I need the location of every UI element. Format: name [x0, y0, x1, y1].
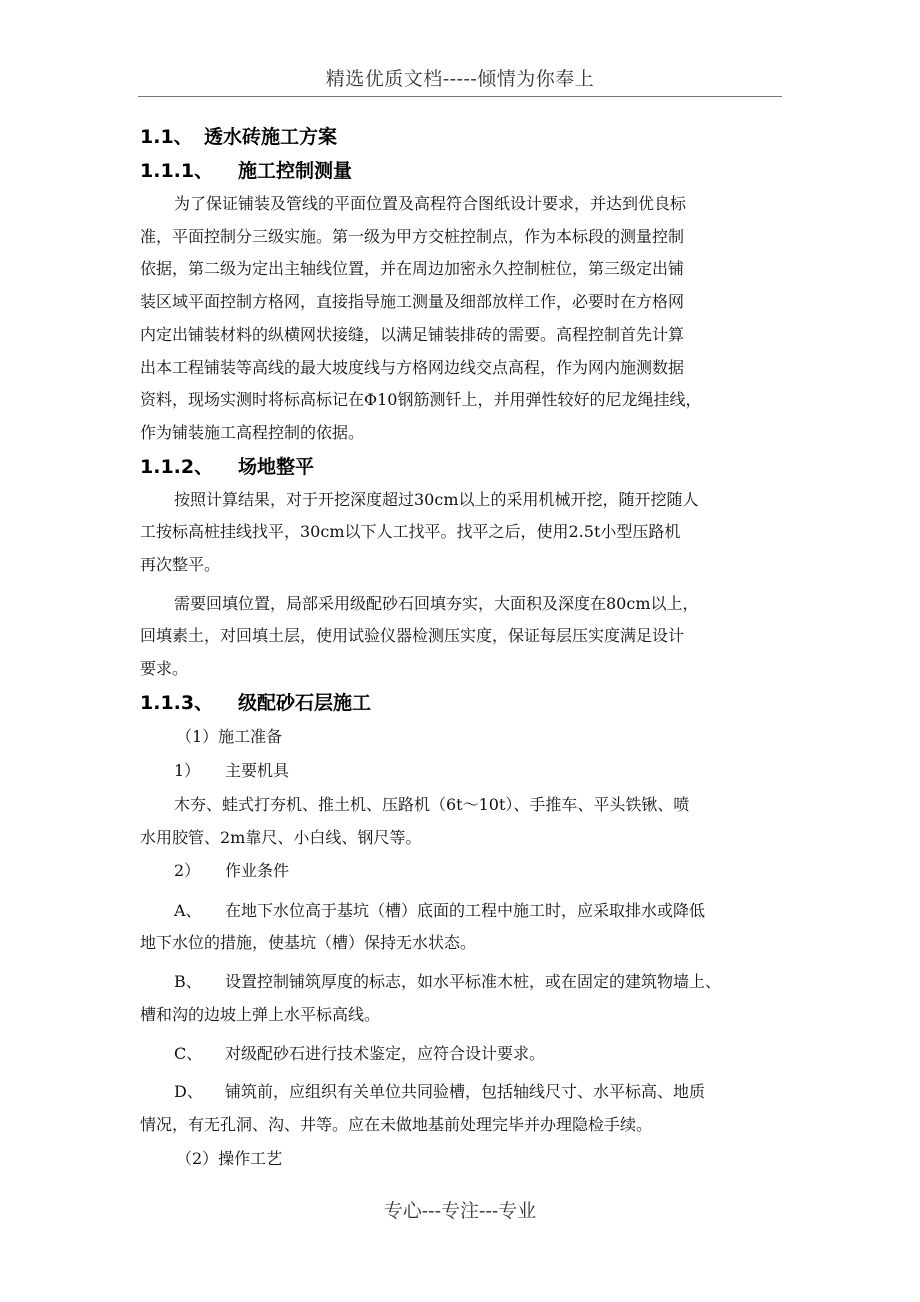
item-title: 主要机具 [225, 761, 290, 781]
item-label: 2） [174, 861, 201, 881]
condition-a [140, 895, 792, 960]
subsection-heading-1-1-1 [140, 154, 792, 188]
item-main-tools [140, 754, 792, 789]
section-number: 1.1、 [140, 126, 193, 148]
condition-d [140, 1076, 792, 1141]
text-line: 作为铺装施工高程控制的依据。 [140, 422, 365, 442]
text-line [140, 1076, 792, 1109]
paragraph-tools [140, 789, 792, 854]
text-line: 木夯、蛙式打夯机、推土机、压路机（6t～10t）、手推车、平头铁锹、喷 [174, 794, 690, 814]
text-line [140, 1038, 792, 1071]
text-line: 为了保证铺装及管线的平面位置及高程符合图纸设计要求，并达到优良标 [174, 194, 687, 213]
subsection-number: 1.1.2、 [140, 455, 214, 478]
condition-label: D、 [174, 1082, 203, 1102]
text-line [140, 966, 792, 999]
text-line: 准，平面控制分三级实施。第一级为甲方交桩控制点，作为本标段的测量控制 [140, 226, 685, 246]
subsection-number: 1.1.1、 [140, 160, 214, 182]
item-operation-process: （2）操作工艺 [176, 1148, 283, 1168]
condition-label: B、 [174, 972, 202, 992]
text-line: 要求。 [140, 659, 189, 679]
condition-text: 铺筑前，应组织有关单位共同验槽，包括轴线尺寸、水平标高、地质 [225, 1082, 706, 1102]
item-construction-prep: （1）施工准备 [176, 726, 283, 746]
text-line: 按照计算结果，对于开挖深度超过30cm以上的采用机械开挖，随开挖随人 [174, 489, 699, 509]
paragraph-leveling-1 [140, 484, 792, 582]
text-line: 槽和沟的边坡上弹上水平标高线。 [140, 1004, 381, 1024]
paragraph-survey [140, 188, 792, 450]
text-line [140, 895, 792, 928]
condition-text: 在地下水位高于基坑（槽）底面的工程中施工时，应采取排水或降低 [225, 900, 706, 920]
subsection-title: 施工控制测量 [238, 160, 353, 182]
text-line: 回填素土，对回填土层，使用试验仪器检测压实度，保证每层压实度满足设计 [140, 626, 685, 646]
text-line: 需要回填位置，局部采用级配砂石回填夯实，大面积及深度在80cm以上， [174, 593, 699, 613]
text-line: 装区域平面控制方格网，直接指导施工测量及细部放样工作，必要时在方格网 [140, 292, 685, 312]
section-heading [140, 120, 792, 154]
subsection-title: 级配砂石层施工 [238, 691, 372, 714]
section-title: 透水砖施工方案 [204, 126, 338, 148]
condition-text: 对级配砂石进行技术鉴定，应符合设计要求。 [225, 1043, 546, 1063]
text-line: 水用胶管、2m靠尺、小白线、钢尺等。 [140, 827, 422, 847]
document-body [140, 112, 792, 1176]
condition-label: A、 [174, 900, 202, 920]
condition-b [140, 966, 792, 1031]
subsection-number: 1.1.3、 [140, 691, 214, 714]
text-line: 地下水位的措施，使基坑（槽）保持无水状态。 [140, 933, 477, 953]
text-line: 情况，有无孔洞、沟、井等。应在未做地基前处理完毕并办理隐检手续。 [140, 1114, 653, 1134]
condition-c [140, 1038, 792, 1071]
subsection-heading-1-1-3 [140, 686, 792, 720]
subsection-title: 场地整平 [238, 455, 315, 478]
page-header: 精选优质文档-----倾情为你奉上 [325, 68, 595, 90]
header-divider [138, 96, 782, 97]
item-title: 作业条件 [225, 861, 290, 881]
text-line: 资料，现场实测时将标高标记在Φ10钢筋测钎上，并用弹性较好的尼龙绳挂线， [140, 390, 702, 410]
text-line: 出本工程铺装等高线的最大坡度线与方格网边线交点高程，作为网内施测数据 [140, 357, 685, 377]
item-work-conditions [140, 854, 792, 889]
condition-text: 设置控制铺筑厚度的标志，如水平标准木桩，或在固定的建筑物墙上、 [225, 972, 722, 992]
condition-label: C、 [174, 1043, 203, 1063]
text-line: 工按标高桩挂线找平，30cm以下人工找平。找平之后，使用2.5t小型压路机 [140, 522, 681, 542]
page-footer: 专心---专注---专业 [383, 1200, 537, 1222]
text-line: 再次整平。 [140, 555, 221, 575]
text-line: 依据，第二级为定出主轴线位置，并在周边加密永久控制桩位，第三级定出铺 [140, 259, 685, 279]
paragraph-leveling-2 [140, 588, 792, 686]
item-label: 1） [174, 761, 201, 781]
text-line: 内定出铺装材料的纵横网状接缝，以满足铺装排砖的需要。高程控制首先计算 [140, 324, 685, 344]
subsection-heading-1-1-2 [140, 450, 792, 484]
